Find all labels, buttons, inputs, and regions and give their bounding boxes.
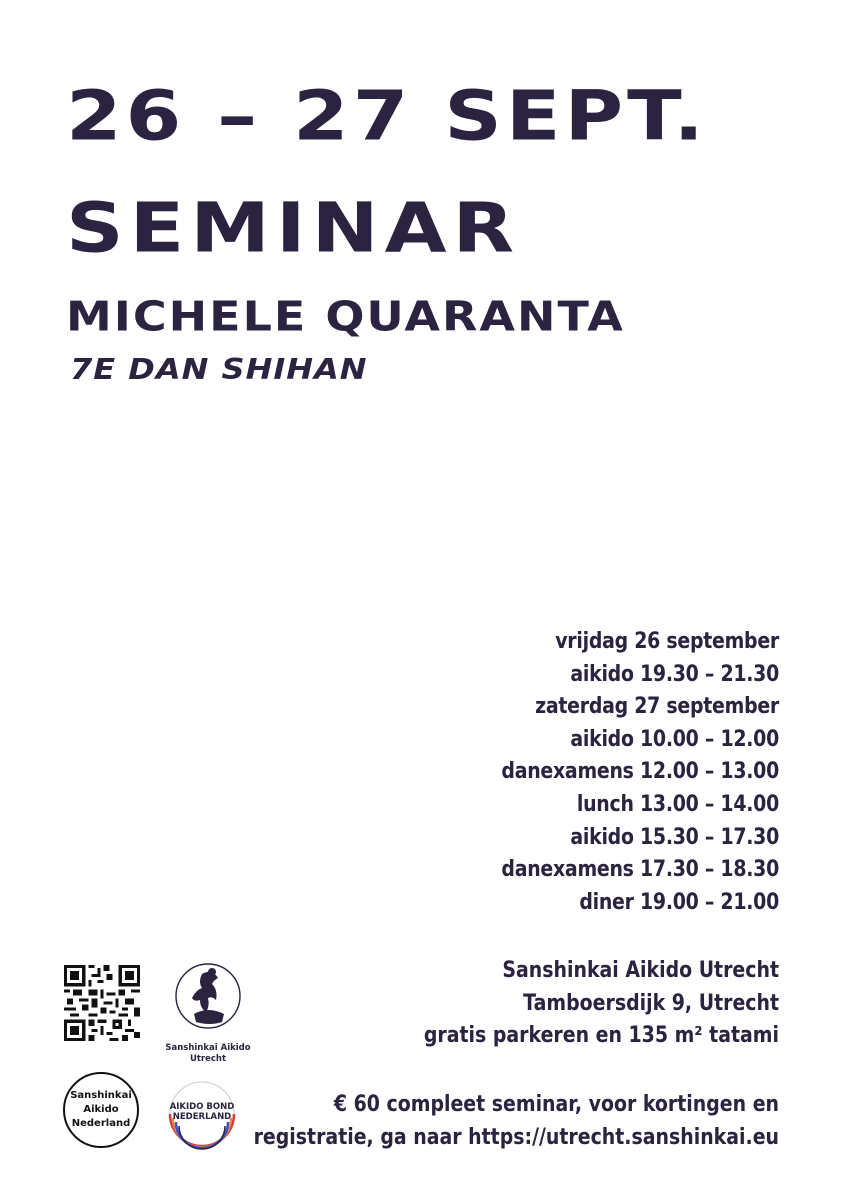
price-info bbox=[159, 1088, 779, 1154]
schedule-line: aikido 10.00 – 12.00 bbox=[570, 726, 779, 752]
venue-info bbox=[259, 955, 779, 1053]
schedule-line: danexamens 17.30 – 18.30 bbox=[501, 857, 779, 883]
badge-line: Aikido bbox=[83, 1104, 119, 1115]
qr-code-icon[interactable] bbox=[64, 965, 140, 1041]
seminar-title: SEMINAR bbox=[66, 188, 521, 268]
venue-parking: gratis parkeren en 135 m² tatami bbox=[423, 1023, 779, 1049]
club-caption-line: Utrecht bbox=[189, 1054, 227, 1064]
abn-line: NEDERLAND bbox=[172, 1112, 232, 1122]
schedule-line: diner 19.00 – 21.00 bbox=[579, 889, 779, 915]
sanshinkai-nederland-badge bbox=[63, 1072, 139, 1148]
event-date-heading: 26 – 27 SEPT. bbox=[66, 76, 708, 156]
venue-name: Sanshinkai Aikido Utrecht bbox=[502, 958, 779, 983]
badge-line: Nederland bbox=[71, 1118, 131, 1129]
registration-link[interactable]: registratie, ga naar https://utrecht.sanshinkai.eu bbox=[253, 1125, 779, 1150]
schedule-list bbox=[259, 626, 779, 919]
schedule-line: vrijdag 26 september bbox=[555, 629, 779, 654]
club-caption-line: Sanshinkai Aikido bbox=[165, 1043, 251, 1053]
abn-line: AIKIDO BOND bbox=[169, 1102, 235, 1112]
sanshinkai-utrecht-logo-icon bbox=[168, 960, 248, 1030]
schedule-line: zaterdag 27 september bbox=[535, 694, 779, 720]
schedule-line: lunch 13.00 – 14.00 bbox=[576, 791, 779, 817]
schedule-line: aikido 19.30 – 21.30 bbox=[570, 661, 779, 687]
teacher-name: MICHELE QUARANTA bbox=[66, 292, 625, 341]
aikido-bond-text bbox=[160, 1102, 244, 1122]
teacher-rank: 7E DAN SHIHAN bbox=[70, 352, 368, 387]
price-line: € 60 compleet seminar, voor kortingen en bbox=[333, 1092, 779, 1117]
badge-line: Sanshinkai bbox=[70, 1090, 132, 1101]
club-logo-caption bbox=[155, 1043, 261, 1065]
schedule-line: danexamens 12.00 – 13.00 bbox=[501, 759, 779, 785]
schedule-line: aikido 15.30 – 17.30 bbox=[570, 824, 779, 850]
venue-address: Tamboersdijk 9, Utrecht bbox=[523, 990, 779, 1016]
